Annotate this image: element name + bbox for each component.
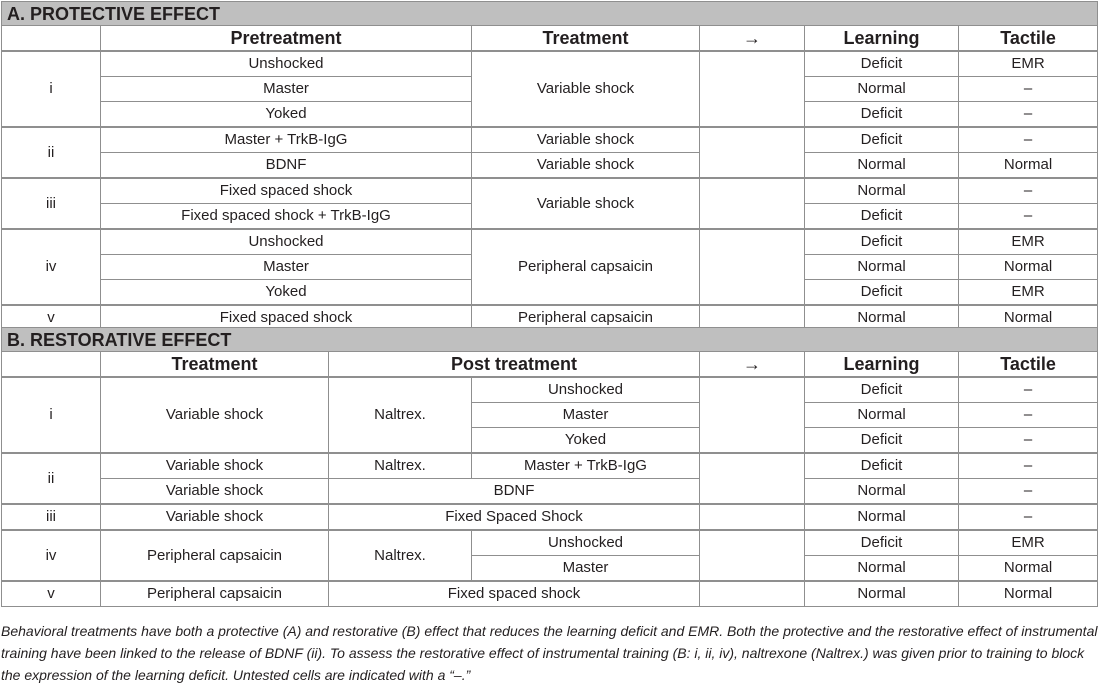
tactile-cell: – xyxy=(959,428,1098,454)
tactile-cell: EMR xyxy=(959,51,1098,77)
pretreatment-cell: Master xyxy=(101,255,472,280)
header-blank xyxy=(2,352,101,378)
tactile-cell: Normal xyxy=(959,556,1098,582)
treatment-cell: Variable shock xyxy=(472,51,700,127)
group-label: iv xyxy=(2,530,101,581)
arrow-cell xyxy=(700,504,805,530)
tactile-cell: – xyxy=(959,504,1098,530)
learning-cell: Normal xyxy=(805,255,959,280)
tactile-cell: EMR xyxy=(959,530,1098,556)
table-row xyxy=(2,178,1098,204)
arrow-cell xyxy=(700,178,805,229)
header-learning: Learning xyxy=(805,352,959,378)
pretreatment-cell: Yoked xyxy=(101,102,472,128)
header-arrow: → xyxy=(700,26,805,52)
header-treatment: Treatment xyxy=(101,352,329,378)
learning-cell: Deficit xyxy=(805,229,959,255)
post-treatment-cell: Master xyxy=(472,556,700,582)
treatment-cell: Variable shock xyxy=(472,127,700,153)
treatment-cell: Variable shock xyxy=(101,377,329,453)
group-label: i xyxy=(2,377,101,453)
learning-cell: Normal xyxy=(805,153,959,179)
treatment-cell: Peripheral capsaicin xyxy=(101,581,329,607)
post-treatment-cell: Unshocked xyxy=(472,530,700,556)
header-tactile: Tactile xyxy=(959,352,1098,378)
table-caption: Behavioral treatments have both a protective (A) and restorative (B) effect that reduces the learning deficit and EMR. Both the protective and the restorative effect of instrumental training have been linked to the release of BDNF (ii). To assess the restorative effect of instrumental training (B: i, ii, iv), naltrexone (Naltrex.) was given prior to training to block the expression of the learning deficit. Untested cells are indicated with a “–.” xyxy=(1,623,1098,683)
post-treatment-cell: Yoked xyxy=(472,428,700,454)
pretreatment-cell: Yoked xyxy=(101,280,472,306)
tactile-cell: – xyxy=(959,127,1098,153)
learning-cell: Deficit xyxy=(805,102,959,128)
tactile-cell: – xyxy=(959,403,1098,428)
tactile-cell: EMR xyxy=(959,280,1098,306)
post-treatment-cell: BDNF xyxy=(329,479,700,505)
group-label: iii xyxy=(2,178,101,229)
learning-cell: Normal xyxy=(805,403,959,428)
header-treatment: Treatment xyxy=(472,26,700,52)
learning-cell: Normal xyxy=(805,504,959,530)
tactile-cell: Normal xyxy=(959,305,1098,331)
arrow-cell xyxy=(700,581,805,607)
tactile-cell: – xyxy=(959,453,1098,479)
treatment-cell: Variable shock xyxy=(472,153,700,179)
table-row xyxy=(2,377,1098,403)
group-label: v xyxy=(2,581,101,607)
learning-cell: Normal xyxy=(805,581,959,607)
arrow-cell xyxy=(700,453,805,504)
table-row xyxy=(2,453,1098,479)
learning-cell: Normal xyxy=(805,556,959,582)
learning-cell: Normal xyxy=(805,305,959,331)
pretreatment-cell: Master xyxy=(101,77,472,102)
section-a-title: A. PROTECTIVE EFFECT xyxy=(2,2,1098,26)
tactile-cell: EMR xyxy=(959,229,1098,255)
arrow-cell xyxy=(700,530,805,581)
table-row xyxy=(2,153,1098,179)
tactile-cell: Normal xyxy=(959,581,1098,607)
post-treatment-cell: Fixed Spaced Shock xyxy=(329,504,700,530)
learning-cell: Deficit xyxy=(805,428,959,454)
pretreatment-cell: Fixed spaced shock xyxy=(101,178,472,204)
tactile-cell: – xyxy=(959,204,1098,230)
header-learning: Learning xyxy=(805,26,959,52)
post-treatment-cell: Master + TrkB-IgG xyxy=(472,453,700,479)
table-row xyxy=(2,51,1098,77)
arrow-cell xyxy=(700,127,805,178)
table-row xyxy=(2,127,1098,153)
learning-cell: Deficit xyxy=(805,530,959,556)
post-treatment-cell: Fixed spaced shock xyxy=(329,581,700,607)
learning-cell: Deficit xyxy=(805,204,959,230)
restorative-effect-table xyxy=(1,327,1098,607)
group-label: iii xyxy=(2,504,101,530)
treatment-cell: Variable shock xyxy=(101,479,329,505)
learning-cell: Deficit xyxy=(805,51,959,77)
arrow-cell xyxy=(700,377,805,453)
drug-cell: Naltrex. xyxy=(329,453,472,479)
header-post-treatment: Post treatment xyxy=(329,352,700,378)
post-treatment-cell: Master xyxy=(472,403,700,428)
tactile-cell: Normal xyxy=(959,153,1098,179)
treatment-cell: Variable shock xyxy=(101,504,329,530)
tactile-cell: – xyxy=(959,178,1098,204)
table-row xyxy=(2,479,1098,505)
group-label: ii xyxy=(2,127,101,178)
header-tactile: Tactile xyxy=(959,26,1098,52)
arrow-cell xyxy=(700,229,805,305)
arrow-cell xyxy=(700,51,805,127)
treatment-cell: Peripheral capsaicin xyxy=(472,305,700,331)
learning-cell: Normal xyxy=(805,479,959,505)
treatment-cell: Peripheral capsaicin xyxy=(472,229,700,305)
table-row xyxy=(2,530,1098,556)
pretreatment-cell: Master + TrkB-IgG xyxy=(101,127,472,153)
group-label: ii xyxy=(2,453,101,504)
table-row xyxy=(2,229,1098,255)
pretreatment-cell: BDNF xyxy=(101,153,472,179)
protective-effect-table xyxy=(1,1,1098,331)
treatment-cell: Peripheral capsaicin xyxy=(101,530,329,581)
treatment-cell: Variable shock xyxy=(472,178,700,229)
section-b-title: B. RESTORATIVE EFFECT xyxy=(2,328,1098,352)
group-label: v xyxy=(2,305,101,331)
pretreatment-cell: Fixed spaced shock + TrkB-IgG xyxy=(101,204,472,230)
drug-cell: Naltrex. xyxy=(329,530,472,581)
tactile-cell: – xyxy=(959,377,1098,403)
table-row xyxy=(2,581,1098,607)
pretreatment-cell: Unshocked xyxy=(101,51,472,77)
tactile-cell: – xyxy=(959,77,1098,102)
learning-cell: Normal xyxy=(805,77,959,102)
group-label: iv xyxy=(2,229,101,305)
tactile-cell: Normal xyxy=(959,255,1098,280)
header-arrow: → xyxy=(700,352,805,378)
learning-cell: Deficit xyxy=(805,453,959,479)
learning-cell: Normal xyxy=(805,178,959,204)
post-treatment-cell: Unshocked xyxy=(472,377,700,403)
group-label: i xyxy=(2,51,101,127)
drug-cell: Naltrex. xyxy=(329,377,472,453)
tactile-cell: – xyxy=(959,479,1098,505)
learning-cell: Deficit xyxy=(805,127,959,153)
tactile-cell: – xyxy=(959,102,1098,128)
pretreatment-cell: Unshocked xyxy=(101,229,472,255)
header-pretreatment: Pretreatment xyxy=(101,26,472,52)
learning-cell: Deficit xyxy=(805,280,959,306)
table-row xyxy=(2,504,1098,530)
treatment-cell: Variable shock xyxy=(101,453,329,479)
learning-cell: Deficit xyxy=(805,377,959,403)
header-blank xyxy=(2,26,101,52)
pretreatment-cell: Fixed spaced shock xyxy=(101,305,472,331)
